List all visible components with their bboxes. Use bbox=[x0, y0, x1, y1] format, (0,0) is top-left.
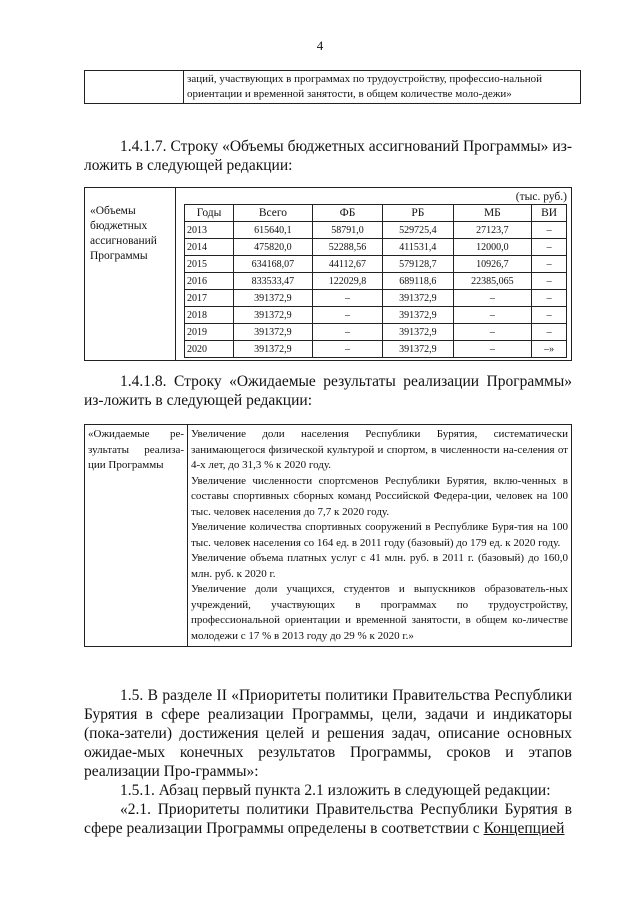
budget-cell: 27123,7 bbox=[453, 222, 532, 239]
budget-unit: (тыс. руб.) bbox=[515, 191, 567, 203]
budget-cell: 634168,07 bbox=[234, 256, 313, 273]
budget-cell: – bbox=[532, 307, 567, 324]
paragraph-1-5-1: 1.5.1. Абзац первый пункта 2.1 изложить в следующей редакции: bbox=[120, 782, 551, 799]
result-item: Увеличение объема платных услуг с 41 млн. руб. в 2011 г. (базовый) до 160,0 млн. руб. к 2020 г. bbox=[191, 552, 568, 580]
budget-row bbox=[185, 273, 567, 290]
continuation-text: заций, участвующих в программах по трудоустройству, профессио-нальной ориентации и временной занятости, в общем количестве моло-дежи» bbox=[184, 71, 581, 104]
budget-cell: – bbox=[312, 307, 382, 324]
budget-cell: – bbox=[312, 324, 382, 341]
result-item: Увеличение количества спортивных сооружений в Республике Буря-тия на 100 тыс. человек населения со 164 ед. в 2011 году (базовый) до 179 ед. к 2020 году. bbox=[191, 521, 568, 549]
budget-table bbox=[84, 187, 572, 361]
result-item: Увеличение численности спортсменов Республики Бурятия, вклю-ченных в составы спортивных сборных команд Российской Федера-ции, человек на 100 тыс. человек населения до 7,7 к 2020 году. bbox=[191, 474, 568, 518]
budget-cell: 833533,47 bbox=[234, 273, 313, 290]
budget-cell: 391372,9 bbox=[234, 341, 313, 358]
budget-cell: 44112,67 bbox=[312, 256, 382, 273]
budget-cell: – bbox=[312, 290, 382, 307]
budget-col-header: Годы bbox=[185, 205, 234, 222]
budget-row bbox=[185, 341, 567, 358]
budget-cell: – bbox=[532, 239, 567, 256]
budget-cell: – bbox=[453, 290, 532, 307]
budget-cell: 391372,9 bbox=[234, 307, 313, 324]
budget-cell: – bbox=[453, 324, 532, 341]
results-label: «Ожидаемые ре-зультаты реализа-ции Программы bbox=[85, 425, 188, 647]
paragraph-1-5: 1.5. В разделе II «Приоритеты политики Правительства Республики Бурятия в сфере реализации Программы, цели, задачи и индикаторы (пока-затели) достижения целей и решения задач, описание основных ожидае-мых конечных результатов Программы, сроков и этапов реализации Про-граммы»: bbox=[84, 687, 572, 780]
budget-cell: 10926,7 bbox=[453, 256, 532, 273]
budget-col-header: ВИ bbox=[532, 205, 567, 222]
budget-cell: 22385,065 bbox=[453, 273, 532, 290]
budget-cell: 2014 bbox=[185, 239, 234, 256]
budget-row bbox=[185, 307, 567, 324]
result-item: Увеличение доли учащихся, студентов и выпускников образователь-ных учреждений, участвующих в программах по трудоустройству, профессиональной ориентации и временной занятости, в общем ко-личестве молодежи с 17 % в 2013 году до 29 % к 2020 г.» bbox=[191, 583, 568, 642]
budget-cell: 475820,0 bbox=[234, 239, 313, 256]
budget-cell: 391372,9 bbox=[383, 307, 453, 324]
budget-row bbox=[185, 256, 567, 273]
budget-cell: 391372,9 bbox=[234, 324, 313, 341]
budget-cell: –» bbox=[532, 341, 567, 358]
budget-cell: 122029,8 bbox=[312, 273, 382, 290]
paragraph-2-1-text: «2.1. Приоритеты политики Правительства Республики Бурятия в сфере реализации Программы определены в соответствии с bbox=[84, 801, 572, 837]
budget-cell: 2013 bbox=[185, 222, 234, 239]
budget-cell: – bbox=[312, 341, 382, 358]
budget-cell: 529725,4 bbox=[383, 222, 453, 239]
budget-cell: – bbox=[453, 307, 532, 324]
budget-cell: 52288,56 bbox=[312, 239, 382, 256]
budget-cell: – bbox=[532, 273, 567, 290]
budget-cell: – bbox=[532, 290, 567, 307]
budget-cell: 615640,1 bbox=[234, 222, 313, 239]
paragraph-2-1 bbox=[84, 800, 572, 838]
budget-cell: – bbox=[453, 341, 532, 358]
budget-col-header: РБ bbox=[383, 205, 453, 222]
budget-label: «Объемы бюджетных ассигнований Программы bbox=[85, 188, 176, 361]
budget-col-header: МБ bbox=[453, 205, 532, 222]
empty-cell bbox=[85, 71, 184, 104]
budget-cell: 411531,4 bbox=[383, 239, 453, 256]
paragraph-1-4-1-7: 1.4.1.7. Строку «Объемы бюджетных ассигнований Программы» из-ложить в следующей редакции: bbox=[84, 138, 572, 174]
budget-cell: 2017 bbox=[185, 290, 234, 307]
budget-cell: 12000,0 bbox=[453, 239, 532, 256]
budget-cell: 2019 bbox=[185, 324, 234, 341]
budget-row bbox=[185, 324, 567, 341]
budget-row bbox=[185, 239, 567, 256]
budget-cell: 2020 bbox=[185, 341, 234, 358]
budget-col-header: Всего bbox=[234, 205, 313, 222]
budget-cell: 2016 bbox=[185, 273, 234, 290]
budget-cell: 58791,0 bbox=[312, 222, 382, 239]
budget-inner-table bbox=[184, 204, 567, 358]
budget-cell: 391372,9 bbox=[383, 290, 453, 307]
budget-cell: – bbox=[532, 256, 567, 273]
budget-row bbox=[185, 222, 567, 239]
page-number: 4 bbox=[316, 38, 324, 53]
budget-cell: – bbox=[532, 324, 567, 341]
concept-link[interactable]: Концепцией bbox=[483, 820, 565, 837]
budget-cell: 2018 bbox=[185, 307, 234, 324]
results-table bbox=[84, 424, 572, 647]
continuation-table bbox=[84, 70, 581, 104]
result-item: Увеличение доли населения Республики Бурятия, систематически занимающегося физической культурой и спортом, в численности на-селения от 4-х лет, до 31,3 % к 2020 году. bbox=[191, 428, 568, 471]
budget-cell: 391372,9 bbox=[383, 324, 453, 341]
budget-col-header: ФБ bbox=[312, 205, 382, 222]
budget-cell: 579128,7 bbox=[383, 256, 453, 273]
budget-row bbox=[185, 290, 567, 307]
budget-cell: – bbox=[532, 222, 567, 239]
budget-cell: 391372,9 bbox=[383, 341, 453, 358]
paragraph-1-4-1-8: 1.4.1.8. Строку «Ожидаемые результаты реализации Программы» из-ложить в следующей редакции: bbox=[84, 373, 572, 409]
budget-cell: 2015 bbox=[185, 256, 234, 273]
budget-cell: 391372,9 bbox=[234, 290, 313, 307]
budget-cell: 689118,6 bbox=[383, 273, 453, 290]
results-list bbox=[188, 425, 572, 647]
